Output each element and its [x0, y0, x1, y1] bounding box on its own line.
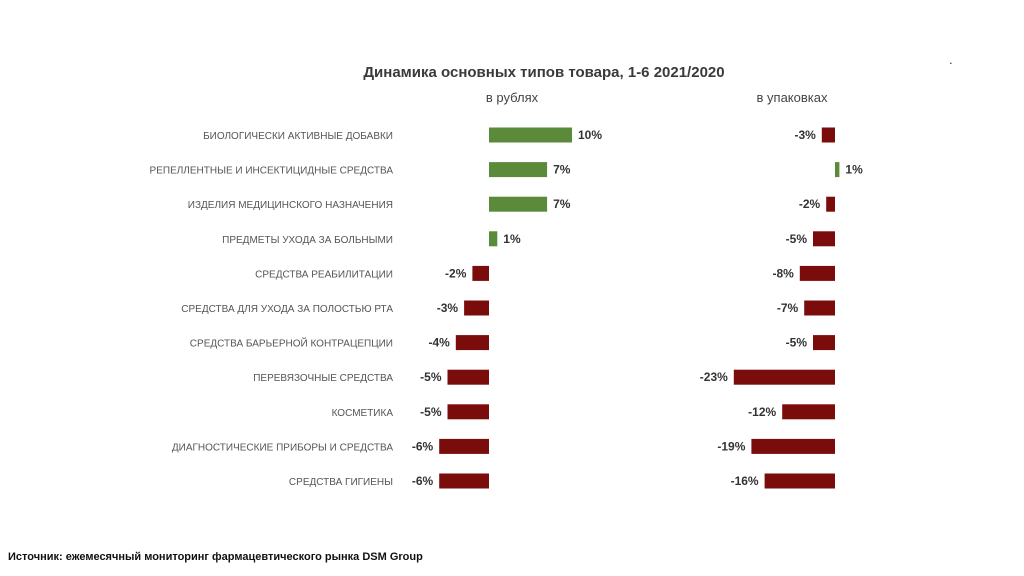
bar-pack: [782, 404, 835, 419]
value-label-pack: -23%: [699, 370, 728, 385]
value-label-pack: 1%: [845, 162, 863, 177]
source-note: Источник: ежемесячный мониторинг фармацевтического рынка DSM Group: [8, 551, 423, 563]
bar-pack: [734, 370, 835, 385]
bar-rub: [489, 162, 547, 177]
chart-title: Динамика основных типов товара, 1-6 2021/2020: [363, 64, 725, 81]
bar-rub: [448, 370, 490, 385]
bar-rub: [456, 335, 489, 350]
value-label-pack: -5%: [785, 335, 807, 350]
value-label-rub: -6%: [411, 439, 434, 454]
bar-rub: [489, 128, 572, 143]
category-label: СРЕДСТВА ГИГИЕНЫ: [288, 477, 393, 488]
value-label-pack: -3%: [794, 128, 816, 142]
value-label-rub: 1%: [503, 231, 521, 246]
value-label-rub: -4%: [428, 335, 450, 350]
value-label-pack: -2%: [798, 197, 821, 212]
bar-pack: [800, 266, 835, 281]
bar-pack: [765, 474, 835, 489]
value-label-pack: -12%: [748, 404, 777, 419]
bar-pack: [813, 231, 835, 246]
category-label: СРЕДСТВА РЕАБИЛИТАЦИИ: [255, 269, 393, 281]
bar-rub: [489, 197, 547, 212]
bar-rub: [464, 301, 489, 316]
value-label-rub: -5%: [420, 370, 442, 385]
category-label: ПЕРЕВЯЗОЧНЫЕ СРЕДСТВА: [253, 373, 393, 385]
bar-rub: [439, 439, 489, 454]
bar-pack: [835, 162, 839, 177]
bar-pack: [822, 128, 835, 143]
value-label-rub: -2%: [445, 266, 467, 281]
category-label: ДИАГНОСТИЧЕСКИЕ ПРИБОРЫ И СРЕДСТВА: [171, 442, 393, 454]
bar-pack: [751, 439, 835, 454]
category-label: РЕПЕЛЛЕНТНЫЕ И ИНСЕКТИЦИДНЫЕ СРЕДСТВА: [149, 165, 393, 177]
corner-mark: .: [949, 52, 953, 67]
value-label-rub: -5%: [420, 404, 442, 419]
category-label: СРЕДСТВА БАРЬЕРНОЙ КОНТРАЦЕПЦИИ: [189, 338, 393, 350]
bar-rub: [472, 266, 489, 281]
category-label: КОСМЕТИКА: [331, 407, 393, 419]
value-label-rub: 10%: [578, 128, 603, 142]
value-label-rub: -6%: [411, 474, 434, 488]
value-label-pack: -8%: [772, 266, 794, 281]
category-label: ПРЕДМЕТЫ УХОДА ЗА БОЛЬНЫМИ: [222, 234, 393, 246]
value-label-pack: -19%: [717, 439, 746, 454]
value-label-rub: -3%: [436, 301, 459, 315]
value-label-rub: 7%: [553, 197, 571, 212]
value-label-rub: 7%: [553, 162, 571, 177]
bar-rub: [489, 231, 497, 246]
bar-pack: [826, 197, 835, 212]
bar-rub: [439, 474, 489, 489]
bar-pack: [813, 335, 835, 350]
bar-rub: [448, 404, 490, 419]
value-label-pack: -16%: [730, 474, 759, 488]
category-label: СРЕДСТВА ДЛЯ УХОДА ЗА ПОЛОСТЬЮ РТА: [181, 304, 393, 315]
category-label: БИОЛОГИЧЕСКИ АКТИВНЫЕ ДОБАВКИ: [203, 131, 393, 142]
category-label: ИЗДЕЛИЯ МЕДИЦИНСКОГО НАЗНАЧЕНИЯ: [187, 200, 393, 212]
value-label-pack: -5%: [785, 231, 807, 246]
value-label-pack: -7%: [776, 301, 799, 315]
bar-pack: [804, 301, 835, 316]
